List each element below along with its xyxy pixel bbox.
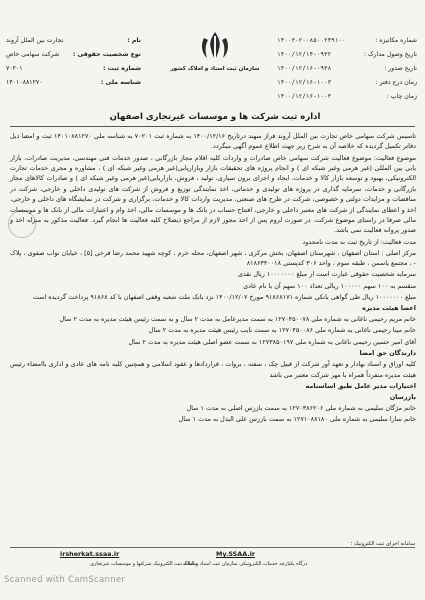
footer-note-line: سامانه اجرای ثبت الکترونیک ؛ <box>350 541 415 547</box>
issue-date-value: ۱۴۰۰/۱۲/۱۶-۰۹۳۸ <box>277 65 332 72</box>
document-header <box>0 0 425 118</box>
issue-date-label: تاریخ صدور : <box>384 65 417 72</box>
registration-number-label: شماره ثبت : <box>103 65 141 72</box>
header-left-row <box>6 76 141 90</box>
mechanized-number-value: ۱۴۰۰۳۰۲۰۰۸۵۰۰۲۴۹۱۰۰ <box>277 37 346 44</box>
legal-type-value: شرکت سهامی خاص <box>6 51 60 58</box>
inspector-line: خانم سارا سلیمی به شماره ملی ۱۲۷۱۰۸۸۱۸۰ به سمت بازرس علی البدل به مدت ۱ سال <box>178 415 416 424</box>
header-right-row <box>277 48 417 62</box>
book-entry-time-value: ۱۴۰۰/۱۲/۱۶-۱۰۰۳ <box>277 79 332 86</box>
mechanized-number-label: شماره مکانیزه : <box>375 37 417 44</box>
iran-emblem-icon <box>196 30 234 64</box>
paragraph-activity: موضوع فعالیت: موضوع فعالیت شرکت سهامی خاص صادرات و واردات کلیه اقلام مجاز بازرگانی ، صدور خدمات فنی مهندسی، مدیریت صادرات، بازار یابی بین المللی (غیر هرمی وغیر شبکه ای ) و انجام پروژه های تحقیقات بازار وبازاریابی(غیر هرمی وغیر شبکه ای ) ، مشاوره و مجری خدمات تجارت الکترونیکی، بهبود و توسعه بازار کالا و خدمات، ایجاد و اجرای برون سپاری، تولید ، فروش، بازاریابی(غیر هرمی وغیر شبکه ای ) و صادرات کالاهای مجاز بازرگانی و خدمات، سرمایه گذاری در پروژه های تولیدی و خدماتی، اخذ نمایندگی توزیع و فروش از شرکت های تولیدی داخلی و خارجی، شرکت در مناقصات و مزایدات دولتی و خصوصی، شرکت در طرح های صنعتی، مدیریت واردات کالا و خدمات، برگزاری و شرکت در نمایشگاه های داخلی و خارجی، اخذ و اعطای نمایندگی از شرکت های معتبر داخلی و خارجی، افتتاح حساب در بانک ها و موسسات مالی، اخذ وام و اعتبارات مالی از بانک ها و موسسات مالی صرفا در راستای موضوع شرکت. در صورت لزوم پس از اخذ مجوز لازم از مراجع ذیصلاح کلیه فعالیت ها انجام گیرد. فعالیت مذکور به منزله اخذ و صدور پروانه فعالیت نمی باشد. <box>10 153 416 235</box>
header-company-info <box>6 34 141 90</box>
receipt-date-value: ۱۴۰۰/۱۲/۱۴-۰۹۳۲ <box>277 51 332 58</box>
header-right-row <box>277 76 417 90</box>
footer-system-caption: سامانه ثبت الکترونیک شرکتها و موسسات غیرتجاری <box>90 561 198 567</box>
print-time-label: زمان چاپ : <box>386 93 417 100</box>
header-registration-info <box>277 34 417 104</box>
document-title: اداره ثبت شرکت ها و موسسات غیرتجاری اصفهان <box>109 112 321 122</box>
header-right-row <box>277 62 417 76</box>
section-heading-ceo-authority: اختیارات مدیر عامل طبق اساسنامه <box>305 381 416 390</box>
legal-type-label: نوع شخصیت حقوقی : <box>72 51 141 58</box>
book-entry-time-label: زمان درج دفتر : <box>375 79 417 86</box>
national-id-value: ۱۴۰۱۰۸۸۱۲۷۰ <box>6 79 43 86</box>
footer-portal-caption: درگاه یکپارچه خدمات الکترونیکی سازمان ثبت اسناد و املاک <box>182 561 308 567</box>
paragraph-duration: مدت فعالیت: از تاریخ ثبت به مدت نامحدود <box>302 237 416 246</box>
header-right-row <box>277 90 417 104</box>
header-left-row <box>6 62 141 76</box>
paragraph-payment: مبلغ ۱۰۰۰۰۰۰۰ ریال طی گواهی بانکی شماره ۹۱۸۶۸۱۷۱ مورخ ۱۴۰۰/۱۲/۰۷ نزد بانک ملت شعبه وقفی اصفهان با کد ۹۱۸۶۸ پرداخت گردیده است <box>32 292 416 301</box>
board-member-line: آقای امیر حسین رحیمی ناغانی به شماره ملی ۱۲۷۳۸۵۰۱۹۷ به سمت عضو اصلی هیئت مدیره به مدت ۲ سال <box>128 337 416 346</box>
header-left-row <box>6 34 141 48</box>
company-name-label: نام : <box>127 37 141 44</box>
signatory-line: کلیه اوراق و اسناد بهادار و تعهد آور شرکت از قبیل چک ، سفته ، بروات ، قراردادها و عقود اسلامی و همچنین کلیه نامه های عادی و اداری باامضاء رئیس هیئت مدیره منفرداً همراه با مهر شرکت معتبر می باشد <box>10 360 416 379</box>
header-right-row <box>277 34 417 48</box>
document-body <box>10 131 416 426</box>
section-heading-signatories: دارندگان حق امضا <box>359 348 416 357</box>
receipt-date-label: تاریخ وصول مدارک : <box>363 51 417 58</box>
scanner-watermark: Scanned with CamScanner <box>4 575 126 585</box>
print-time-value: ۱۴۰۰/۱۲/۱۶-۱۰۰۳ <box>277 93 332 100</box>
board-member-line: خانم مینا رحیمی ناغانی به شماره ملی ۱۲۷۰۴۵۰۰۸۶ به سمت نایب رئیس هیئت مدیره به مدت ۲ سال <box>148 326 416 335</box>
organization-name: سازمان ثبت اسناد و املاک کشور <box>170 66 260 72</box>
divider <box>10 126 415 127</box>
paragraph-intro: تاسیس شرکت سهامی خاص تجارت بین الملل آروند فراز سهند درتاریخ ۱۴۰۰/۱۲/۱۶ به شماره ثبت ۷۰۲۰۱ به شناسه ملی ۱۴۰۱۰۸۸۱۲۷۰ ثبت و امضا ذیل دفاتر تکمیل گردیده که خلاصه آن به شرح زیر جهت اطلاع عموم آگهی میگردد. <box>10 132 416 151</box>
section-heading-inspectors: بازرسان <box>389 392 416 401</box>
paragraph-capital: سرمایه شخصیت حقوقی عبارت است از مبلغ ۱۰۰۰۰۰۰۰ ریال نقدی <box>237 270 416 279</box>
registration-number-value: ۷۰۲۰۱ <box>6 65 23 72</box>
national-id-label: شناسه ملی : <box>100 79 141 86</box>
section-heading-board: اعضا هیئت مدیره <box>362 304 416 313</box>
header-left-row <box>6 48 141 62</box>
board-member-line: خانم مریم رحیمی ناغانی به شماره ملی ۱۲۷۰۴۵۰۰۷۸ به سمت مدیرعامل به مدت ۲ سال و به سمت رئیس هیئت مدیره به مدت ۲ سال <box>59 315 416 324</box>
footer-link-myssaa[interactable]: My.SSAA.ir <box>216 550 256 558</box>
paragraph-address: مرکز اصلی : استان اصفهان ، شهرستان اصفهان، بخش مرکزی ، شهر اصفهان، محله خرم ، کوچه شهید محمد رضا فرخی [۵] ، خیابان نواب صفوی ، پلاک - ، مجتمع یاسمن ، طبقه سوم ، واحد ۳۰۶ کدپستی ۸۱۸۶۳۴۰۰۱۸ <box>10 248 417 268</box>
company-name-value: تجارت بین الملل آروند <box>6 37 64 44</box>
paragraph-shares: منقسم به ۱۰۰ سهم ۱۰۰۰۰۰ ریالی تعداد ۱۰۰ سهم آن با نام عادی <box>243 281 416 290</box>
inspector-line: خانم مژگان سلیمی به شماره ملی ۱۲۷۰۳۸۶۲۰۶ به سمت بازرس اصلی به مدت ۱ سال <box>186 404 416 413</box>
footer-divider <box>10 547 415 548</box>
footer-link-irsherkat[interactable]: irsherkat.ssaa.ir <box>60 550 120 558</box>
